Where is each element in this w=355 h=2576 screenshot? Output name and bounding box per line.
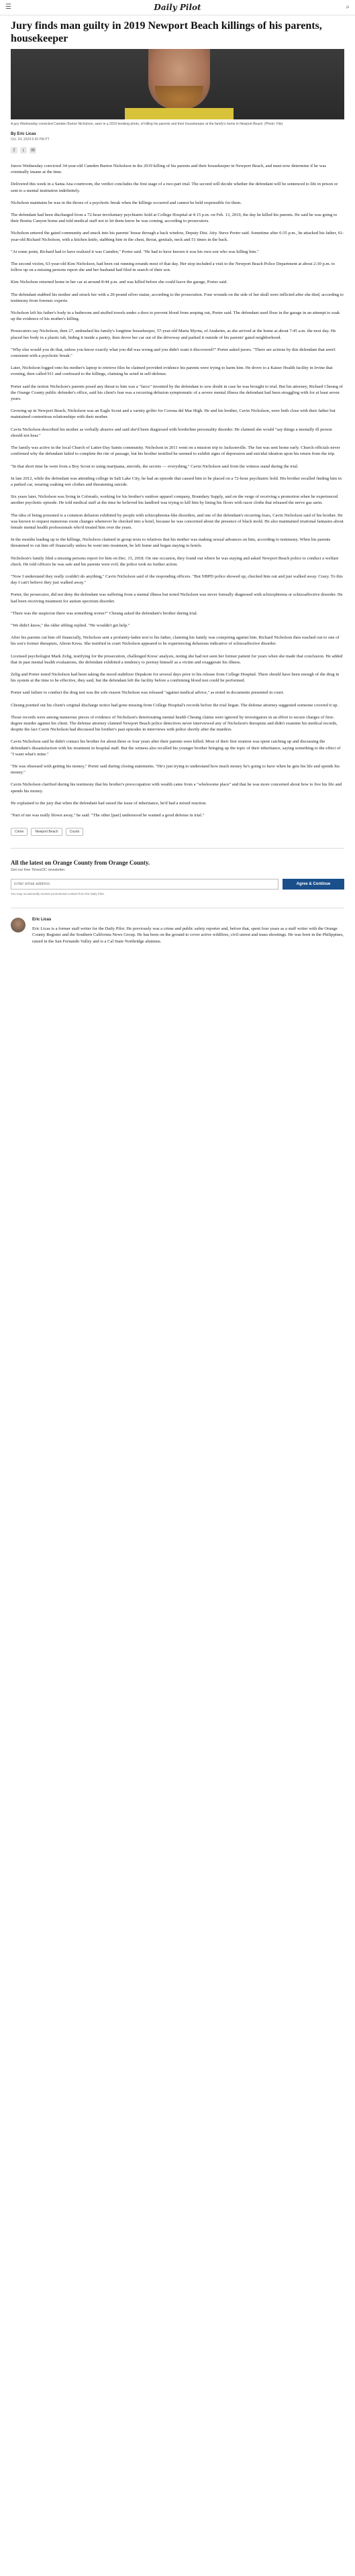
menu-icon[interactable]: ☰ [5,3,11,11]
tag-link[interactable]: Newport Beach [31,828,62,836]
article-paragraph: The second victim, 63-year-old Kim Nicholson, had been out running errands most of that day. Her stop included a visit to the Newport Beach Police Department at about 2:30 p.m. to follow up on a missing persons report she and her husband had filed in search of their son. [11,262,336,273]
author-box-name[interactable]: Eric Licas [32,918,52,922]
masthead [0,0,355,15]
tag-link[interactable]: Crime [11,828,28,836]
article-paragraph: He explained to the jury that when the defendant had raised the issue of inheritance, he'd had a mixed reaction. [11,800,207,806]
article-paragraph: In late 2012, while the defendant was attending college in Salt Lake City, he had an episode that caused him to be placed on a 72-hour psychiatric hold. His brother recalled finding him in a parked car, wearing soaking wet clothes and threatening suicide. [11,476,342,487]
article-paragraph: The family was active in the local Church of Latter-Day Saints community. Nicholson in 2011 went on a mission trip to Jacksonville. The fun was sent home early. Church officials never confirmed why the defendant failed to complete the rite of passage, but his brother testified he seemed to exhibit signs of depression and suicidal ideation upon his return from the trip. [11,445,340,457]
article-paragraph: Jurors Wednesday convicted 34-year-old Camden Burton Nicholson in the 2019 killing of his parents and their housekeeper in Newport Beach, and must now determine if he was criminally insane at the time. [11,164,327,175]
article-photo [11,49,344,119]
author-name[interactable]: By Eric Licas [11,132,36,136]
article-paragraph: In the months leading up to the killings, Nicholson claimed in group texts to relatives that his mother was making sexual advances on him, according to testimony. When his parents threatened to cut him off financially unless he went into treatment, he left home and began staying in hotels. [11,537,331,549]
article-paragraph: Prosecutors say Nicholson, then 27, ambushed his family's longtime housekeeper, 57-year-old Maria Myrna, of Anaheim, as she arrived at the home at about 7:45 a.m. the next day. He placed her body in a plastic tub, hiding it inside a pantry, then drove her car out of the driveway and parked it outside of his parents' gated neighborhood. [11,329,336,340]
article-paragraph: "Now I understand they really couldn't do anything," Cavin Nicholson said of the responding officers. "But NBPD police showed up, checked him out and just walked away. Crazy. To this day I can't believe they just walked away." [11,574,343,586]
tag-link[interactable]: Courts [66,828,84,836]
article-paragraph: Nicholson's family filed a missing persons report for him on Dec. 15, 2018. On one occasion, they found out where he was staying and asked Newport Beach police to conduct a welfare check. He told officers he was safe and his parents were evil; the police took no further action. [11,555,339,567]
publish-date: Oct. 24, 2024 5:42 PM PT [11,138,50,142]
newsletter-fine-print: You may occasionally receive promotional content from the Daily Pilot. [11,892,105,896]
article-paragraph: "Why else would you do that, unless you know exactly what you did was wrong and you didn't want it discovered?" Porter asked jurors. "There are actions by this defendant that aren't consistent with a psychotic break." [11,347,336,359]
agree-continue-button[interactable]: Agree & Continue [283,879,344,890]
article-paragraph: Cheung pointed out his client's original discharge notice had gone missing from College Hospital's records before the trial began. The defense attorney suggested someone covered it up. [11,702,339,708]
article-paragraph: The idea of being poisoned is a common delusion exhibited by people with schizophrenia-like disorders, and one of the defendant's recurring fears, Cavin Nicholson said of his brother. He was known to request numerous room changes whenever he checked into a hotel, because he was concerned about the presence of black mold. He also maintained irrational fantasies about female mental health professionals who'd treated him over the years. [11,513,344,530]
article-paragraph: "In that short time he went from a Boy Scout to using marijuana, steroids, the secrets — everything," Cavin Nicholson said from the witness stand during the trial. [11,464,299,469]
article-paragraph: After his parents cut him off financially, Nicholson sent a profanity-laden text to his father, claiming his family was conspiring against him. Richard Nicholson then reached out to one of his son's former therapists, Alison Kress. She testified in court Nicholson appeared to be experiencing delusions indicative of schizoaffective disorder. [11,635,340,647]
brand-logo[interactable]: Daily Pilot [154,3,201,12]
article-paragraph: Porter said the notion Nicholson's parents posed any threat to him was a "farce" invented by the defendant to sow doubt in case he was brought to trial. But his attorney, Richard Cheung of the Orange County public defender's office, said his client's fear was a recurring delusion symptomatic of a severe mental illness the defendant had been struggling with for at least seven years. [11,384,343,402]
article-paragraph: Porter, the prosecutor, did not deny the defendant was suffering from a mental illness but noted Nicholson was never formally diagnosed with schizophrenia or schizoaffective disorder. He had been receiving treatment for autism spectrum disorder. [11,592,343,604]
facebook-icon[interactable]: f [11,147,17,154]
article-paragraph: Kim Nicholson returned home in her car at around 8:44 p.m. and was killed before she could leave the garage, Porter said. [11,280,227,285]
author-box [11,908,344,945]
newsletter-subtitle: Get our free TimesOC newsletter. [11,868,66,873]
article-paragraph: Nicholson maintains he was in the throes of a psychotic break when the killings occurred and cannot be held responsible for them. [11,200,242,205]
article-paragraph: Delivered this week in a Santa Ana courtroom, the verdict concludes the first stage of a two-part trial. The second will decide whether the defendant will be sentenced to life in prison or sent to a mental institution indefinitely. [11,182,338,193]
article-paragraph: "There was the suspicion there was something worse?" Cheung asked the defendant's brother during trial. [11,610,198,616]
article-paragraph: Growing up in Newport Beach, Nicholson was an Eagle Scout and a varsity golfer for Corona del Mar High. He and his brother, Cavin Nicholson, were both close with their father but maintained contentious relationships with their mother. [11,409,336,420]
article-paragraph: Nicholson left his father's body in a bathroom and stuffed towels under a door to prevent blood from seeping out, Porter said. The defendant used flour in the garage in an attempt to soak up the evidence of his mother's killing. [11,311,340,322]
article-paragraph: "At some point, Richard had to have realized it was Camden," Porter said. "He had to have known it was his own son who was killing him." [11,249,259,254]
article-paragraph: The defendant had been discharged from a 72-hour involuntary psychiatric hold at College Hospital at 4:15 p.m. on Feb. 13, 2019, the day he killed his parents. He said he was going to their Bonita Canyon home and told medical staff not to let them know he was coming, according to prosecutors. [11,213,338,224]
article-paragraph: "Part of me was really blown away," he said. "The other [part] understood he wanted a good defense in trial." [11,813,205,818]
email-icon[interactable]: ✉ [30,147,36,154]
newsletter-title: All the latest on Orange County from Orange County. [11,859,150,867]
article-paragraph: Later, Nicholson logged onto his mother's laptop to retrieve files he claimed provided evidence his parents were trying to harm him. He drove to a Kaiser Health facility in Irvine that evening, then called 911 and confessed to the killings, claiming he acted in self-defense. [11,366,333,377]
share-bar [11,147,344,154]
twitter-icon[interactable]: t [20,147,27,154]
article-headline: Jury finds man guilty in 2019 Newport Beach killings of his parents, housekeeper [11,20,322,44]
article-paragraph: Cavin Nicholson said he didn't contact his brother for about three or four years after their parents were killed. Most of their first reunion was spent catching up and discussing the defendant's dissatisfaction with his treatment in hospital staff. But the witness also recalled his younger brother bringing up the topic of their inheritance, saying something to the effect of "I want what's mine." [11,739,341,757]
photo-shirt [125,108,234,119]
article-paragraph: "We didn't know," the older sibling replied. "He wouldn't get help." [11,623,130,628]
newsletter-signup [11,848,344,896]
article-paragraph: Those records were among numerous pieces of evidence of Nicholson's deteriorating mental health Cheung claims were ignored by investigators in an effort to secure charges of first-degree murder against his client. The defense attorney claimed Newport Beach police detectives never interviewed any of Nicholson's therapists and didn't examine his medical records, despite the fact Cavin Nicholson had discussed his brother's past episodes in interviews with police shortly after the murders. [11,714,338,733]
article-paragraph: Nicholson entered the gated community and snuck into his parents' house through a back window, Deputy Dist. Atty. Steve Porter said. Sometime after 6:35 p.m., he attacked his father, 61-year-old Richard Nicholson, with a kitchen knife, stabbing him in the chest, throat, genitals, neck and 51 times in the back. [11,231,344,242]
search-icon[interactable]: ⌕ [346,3,350,11]
email-field[interactable] [11,879,278,890]
article-body [11,163,344,818]
article-paragraph: Porter said failure to conduct the drug test was the sole reason Nicholson was released "against medical advice," as noted in documents presented in court. [11,690,285,696]
photo-caption: A jury Wednesday convicted Camden Burton Nicholson, seen in a 2019 booking photo, of killing his parents and their housekeeper at the family's home in Newport Beach. (Photo: File) [11,122,283,126]
newsletter-form [11,879,344,890]
article-paragraph: Licensed psychologist Mark Zelig, testifying for the prosecution, challenged Kress' analysis, noting she had not seen her former patient for years when she made that conclusion. He added that in past mental health evaluations, the defendant exhibited a tendency to portray himself as a victim and exaggerate his illness. [11,653,343,665]
article-paragraph: Cavin Nicholson described his mother as verbally abusive and said she'd been diagnosed with borderline personality disorder. He claimed she would "say things a mentally ill person should not hear." [11,427,332,438]
tag-list [11,828,344,836]
article-paragraph: The defendant stabbed his mother and struck her with a 20-pound silver statue, according to the prosecution. Four wounds on the side of her skull were inflicted after she died, according to testimony from forensic experts. [11,292,344,303]
article-paragraph: Zelig and Porter noted Nicholson had been taking the mood stabilizer Depakote for several days prior to his release from College Hospital. There should have been enough of the drug in his system at the time to be effective, they said, but the defendant left the facility before a confirming blood test could be performed. [11,672,340,684]
article-paragraph: Cavin Nicholson clarified during his testimony that his brother's preoccupation with wealth came from a "wholesome place" and that he was more concerned about how to live his life and spends his money. [11,782,342,794]
article-paragraph: Six years later, Nicholson was living in Colorado, working for his brother's outdoor apparel company, Boundary Supply, and on the verge of receiving a promotion when he experienced another psychotic episode. He told medical staff at the time he believed his landlord was trying to kill him by lining his floors with razor cloths that released the nerve gas sarin. [11,494,338,506]
author-bio: Eric Licas is a former staff writer for the Daily Pilot. He previously was a crime and public safety reporter and, before that, spent four years as a staff writer with the Orange County Register and the Southern California News Group. He has been on the ground to cover active wildfires, civil unrest and mass shootings. He was born in the Philippines, raised in the San Fernando Valley and is a Cal State Northridge alumnus. [32,926,344,944]
avatar[interactable] [11,918,26,932]
byline [11,132,344,136]
article-paragraph: "He was obsessed with getting his money," Porter said during closing statements. "He's just trying to understand how much money he's going to have when he gets his life and spends his money." [11,764,340,775]
